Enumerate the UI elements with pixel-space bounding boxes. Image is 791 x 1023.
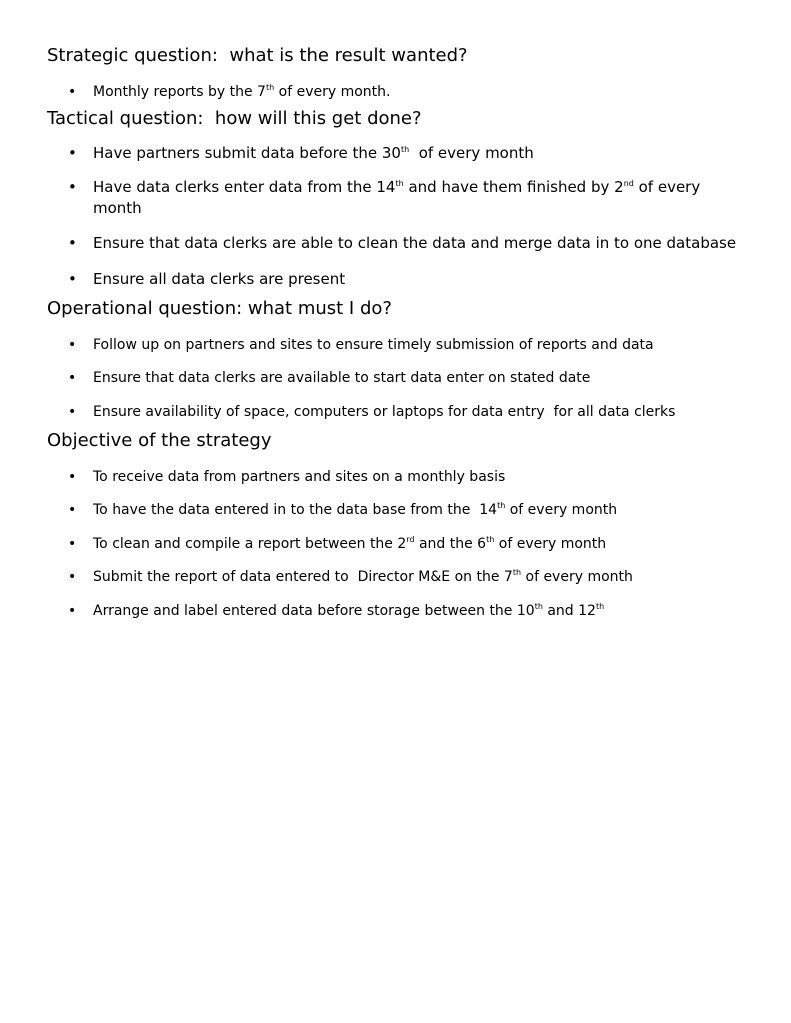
tactical-question-heading: Tactical question: how will this get done?	[47, 108, 422, 129]
list-item-text: Have data clerks enter data from the 14th and have them finished by 2nd of every month	[93, 178, 705, 217]
list-item	[47, 369, 747, 387]
list-item	[47, 501, 747, 519]
list-item-text: Monthly reports by the 7th of every month.	[93, 83, 391, 100]
bullet-icon: •	[68, 404, 77, 420]
list-item	[47, 233, 747, 254]
list-item-text: Ensure availability of space, computers or laptops for data entry for all data clerks	[93, 404, 676, 420]
bullet-icon: •	[68, 569, 77, 585]
list-item	[47, 568, 747, 586]
bullet-icon: •	[68, 178, 77, 196]
operational-list	[47, 336, 747, 421]
list-item	[47, 403, 747, 421]
list-item-text: Ensure that data clerks are available to start data enter on stated date	[93, 370, 591, 386]
list-item	[47, 269, 747, 290]
objective-heading: Objective of the strategy	[47, 430, 272, 451]
list-item-text: Ensure all data clerks are present	[93, 270, 346, 288]
list-item	[47, 143, 747, 164]
strategic-list	[47, 83, 747, 101]
list-item-text: Have partners submit data before the 30th of every month	[93, 144, 534, 162]
list-item	[47, 336, 747, 354]
objective-list	[47, 468, 747, 620]
list-item	[47, 177, 747, 219]
list-item-text: To have the data entered in to the data base from the 14th of every month	[93, 501, 618, 518]
bullet-icon: •	[68, 234, 77, 252]
list-item-text: To receive data from partners and sites on a monthly basis	[93, 469, 506, 485]
list-item	[47, 83, 747, 101]
bullet-icon: •	[68, 84, 77, 100]
bullet-icon: •	[68, 603, 77, 619]
strategic-question-heading: Strategic question: what is the result wanted?	[47, 45, 468, 66]
bullet-icon: •	[68, 536, 77, 552]
list-item-text: Follow up on partners and sites to ensure timely submission of reports and data	[93, 337, 654, 353]
list-item-text: Arrange and label entered data before storage between the 10th and 12th	[93, 602, 605, 619]
list-item-text: Ensure that data clerks are able to clean the data and merge data in to one database	[93, 234, 737, 252]
list-item	[47, 535, 747, 553]
tactical-list	[47, 143, 747, 290]
bullet-icon: •	[68, 337, 77, 353]
bullet-icon: •	[68, 502, 77, 518]
list-item	[47, 468, 747, 486]
list-item-text: To clean and compile a report between the 2rd and the 6th of every month	[93, 535, 607, 552]
list-item	[47, 602, 747, 620]
bullet-icon: •	[68, 469, 77, 485]
list-item-text: Submit the report of data entered to Director M&E on the 7th of every month	[93, 568, 633, 585]
operational-question-heading: Operational question: what must I do?	[47, 298, 392, 319]
bullet-icon: •	[68, 370, 77, 386]
bullet-icon: •	[68, 270, 77, 288]
bullet-icon: •	[68, 144, 77, 162]
document-body	[47, 44, 747, 620]
